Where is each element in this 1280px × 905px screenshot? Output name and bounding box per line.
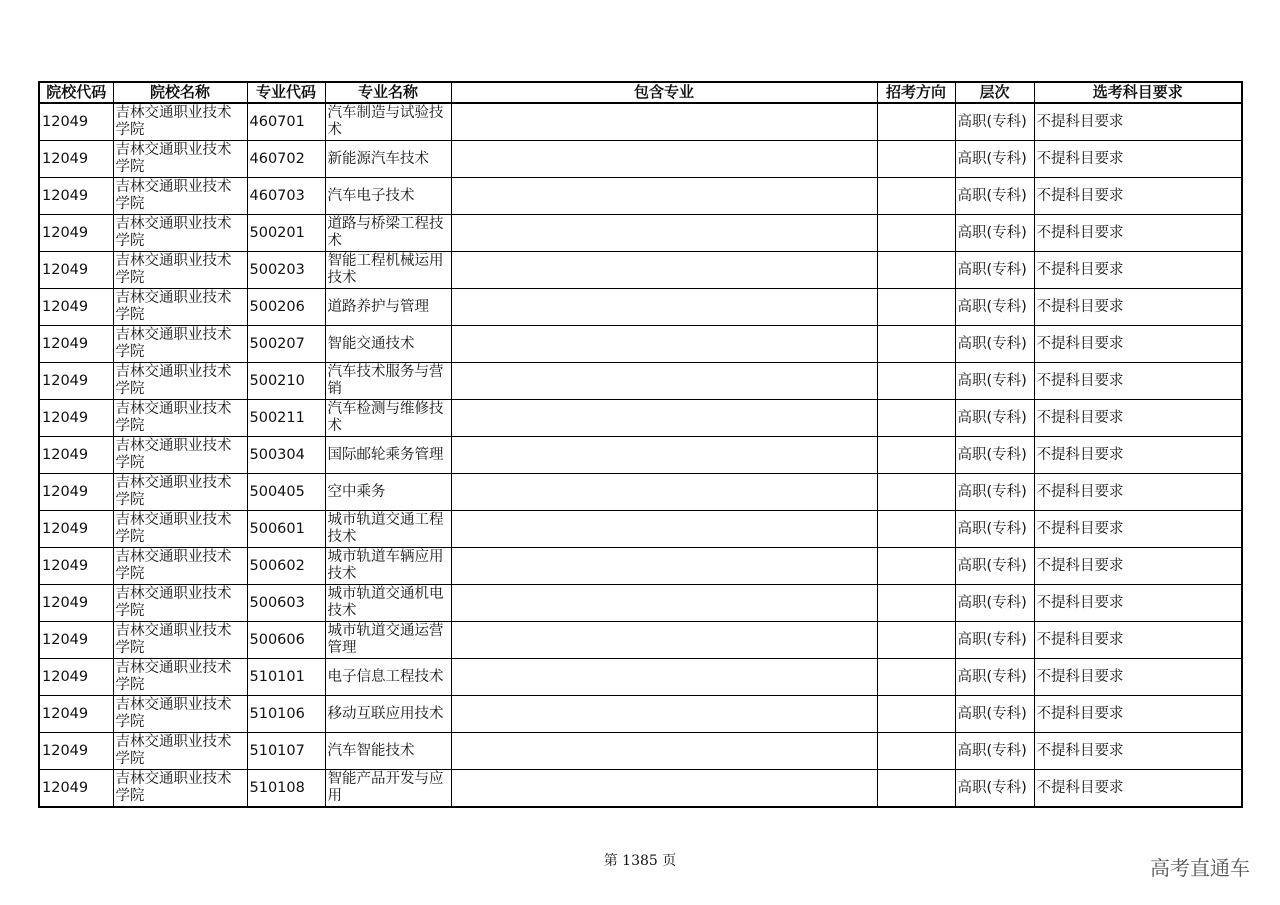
table-row: [39, 474, 1242, 511]
cell-level: 高职(专科): [955, 585, 1034, 622]
cell-direction: [877, 103, 955, 141]
header-major-name: 专业名称: [325, 82, 451, 103]
table-row: [39, 696, 1242, 733]
cell-major-name: 汽车制造与试验技术: [325, 103, 451, 141]
cell-level: 高职(专科): [955, 696, 1034, 733]
cell-included-majors: [451, 363, 877, 400]
cell-major-code: 500606: [247, 622, 325, 659]
cell-major-name: 城市轨道交通工程技术: [325, 511, 451, 548]
cell-included-majors: [451, 548, 877, 585]
cell-direction: [877, 437, 955, 474]
cell-direction: [877, 215, 955, 252]
cell-included-majors: [451, 770, 877, 808]
table-row: [39, 622, 1242, 659]
cell-subject-requirement: 不提科目要求: [1034, 659, 1242, 696]
header-school-code: 院校代码: [39, 82, 113, 103]
cell-major-code: 500603: [247, 585, 325, 622]
cell-school-code: 12049: [39, 437, 113, 474]
cell-school-code: 12049: [39, 289, 113, 326]
cell-level: 高职(专科): [955, 363, 1034, 400]
cell-included-majors: [451, 326, 877, 363]
cell-subject-requirement: 不提科目要求: [1034, 548, 1242, 585]
cell-level: 高职(专科): [955, 733, 1034, 770]
cell-major-name: 汽车技术服务与营销: [325, 363, 451, 400]
table-row: [39, 363, 1242, 400]
cell-level: 高职(专科): [955, 215, 1034, 252]
table-row: [39, 659, 1242, 696]
table-row: [39, 215, 1242, 252]
cell-direction: [877, 770, 955, 808]
cell-direction: [877, 289, 955, 326]
cell-level: 高职(专科): [955, 400, 1034, 437]
cell-subject-requirement: 不提科目要求: [1034, 363, 1242, 400]
cell-major-name: 新能源汽车技术: [325, 141, 451, 178]
cell-included-majors: [451, 659, 877, 696]
table-row: [39, 289, 1242, 326]
header-school-name: 院校名称: [113, 82, 247, 103]
cell-school-code: 12049: [39, 548, 113, 585]
cell-included-majors: [451, 215, 877, 252]
cell-major-name: 智能交通技术: [325, 326, 451, 363]
table-row: [39, 141, 1242, 178]
table-row: [39, 437, 1242, 474]
cell-major-code: 500405: [247, 474, 325, 511]
cell-direction: [877, 178, 955, 215]
cell-school-code: 12049: [39, 326, 113, 363]
cell-major-code: 460703: [247, 178, 325, 215]
cell-major-name: 汽车检测与维修技术: [325, 400, 451, 437]
cell-major-code: 510101: [247, 659, 325, 696]
cell-school-code: 12049: [39, 622, 113, 659]
cell-major-code: 460701: [247, 103, 325, 141]
cell-major-code: 500304: [247, 437, 325, 474]
cell-major-code: 510107: [247, 733, 325, 770]
cell-level: 高职(专科): [955, 770, 1034, 808]
table-row: [39, 103, 1242, 141]
cell-major-name: 电子信息工程技术: [325, 659, 451, 696]
cell-major-code: 500602: [247, 548, 325, 585]
cell-major-name: 智能产品开发与应用: [325, 770, 451, 808]
cell-subject-requirement: 不提科目要求: [1034, 289, 1242, 326]
cell-school-name: 吉林交通职业技术学院: [113, 733, 247, 770]
table-header-row: [39, 82, 1242, 103]
cell-subject-requirement: 不提科目要求: [1034, 252, 1242, 289]
cell-subject-requirement: 不提科目要求: [1034, 326, 1242, 363]
watermark-text: 高考直通车: [1150, 856, 1250, 880]
cell-subject-requirement: 不提科目要求: [1034, 622, 1242, 659]
cell-major-name: 汽车智能技术: [325, 733, 451, 770]
table-row: [39, 548, 1242, 585]
cell-included-majors: [451, 696, 877, 733]
cell-school-code: 12049: [39, 474, 113, 511]
cell-school-name: 吉林交通职业技术学院: [113, 659, 247, 696]
cell-major-code: 500211: [247, 400, 325, 437]
cell-school-code: 12049: [39, 770, 113, 808]
cell-school-name: 吉林交通职业技术学院: [113, 696, 247, 733]
cell-level: 高职(专科): [955, 103, 1034, 141]
cell-direction: [877, 659, 955, 696]
cell-school-name: 吉林交通职业技术学院: [113, 103, 247, 141]
cell-subject-requirement: 不提科目要求: [1034, 215, 1242, 252]
table-row: [39, 178, 1242, 215]
header-direction: 招考方向: [877, 82, 955, 103]
table-row: [39, 733, 1242, 770]
cell-direction: [877, 622, 955, 659]
cell-school-code: 12049: [39, 585, 113, 622]
cell-school-name: 吉林交通职业技术学院: [113, 363, 247, 400]
cell-included-majors: [451, 103, 877, 141]
cell-school-code: 12049: [39, 733, 113, 770]
admissions-table: [38, 81, 1243, 808]
cell-school-code: 12049: [39, 363, 113, 400]
cell-major-code: 500206: [247, 289, 325, 326]
cell-level: 高职(专科): [955, 511, 1034, 548]
cell-direction: [877, 696, 955, 733]
cell-school-code: 12049: [39, 400, 113, 437]
cell-major-name: 城市轨道交通机电技术: [325, 585, 451, 622]
table-row: [39, 511, 1242, 548]
cell-direction: [877, 141, 955, 178]
cell-included-majors: [451, 437, 877, 474]
cell-school-code: 12049: [39, 103, 113, 141]
cell-level: 高职(专科): [955, 622, 1034, 659]
table-row: [39, 326, 1242, 363]
cell-school-name: 吉林交通职业技术学院: [113, 474, 247, 511]
cell-subject-requirement: 不提科目要求: [1034, 103, 1242, 141]
cell-direction: [877, 548, 955, 585]
cell-included-majors: [451, 400, 877, 437]
cell-major-name: 城市轨道车辆应用技术: [325, 548, 451, 585]
cell-subject-requirement: 不提科目要求: [1034, 733, 1242, 770]
header-subject-requirement: 选考科目要求: [1034, 82, 1242, 103]
cell-major-name: 移动互联应用技术: [325, 696, 451, 733]
table-row: [39, 770, 1242, 808]
cell-level: 高职(专科): [955, 252, 1034, 289]
cell-subject-requirement: 不提科目要求: [1034, 400, 1242, 437]
cell-school-name: 吉林交通职业技术学院: [113, 178, 247, 215]
cell-major-code: 500601: [247, 511, 325, 548]
cell-major-code: 500203: [247, 252, 325, 289]
cell-school-name: 吉林交通职业技术学院: [113, 770, 247, 808]
cell-level: 高职(专科): [955, 659, 1034, 696]
cell-level: 高职(专科): [955, 474, 1034, 511]
cell-major-code: 460702: [247, 141, 325, 178]
cell-major-name: 道路养护与管理: [325, 289, 451, 326]
cell-level: 高职(专科): [955, 326, 1034, 363]
cell-major-code: 500210: [247, 363, 325, 400]
cell-school-name: 吉林交通职业技术学院: [113, 548, 247, 585]
cell-included-majors: [451, 474, 877, 511]
cell-subject-requirement: 不提科目要求: [1034, 696, 1242, 733]
table-row: [39, 400, 1242, 437]
cell-school-name: 吉林交通职业技术学院: [113, 252, 247, 289]
cell-major-code: 510108: [247, 770, 325, 808]
cell-direction: [877, 585, 955, 622]
cell-direction: [877, 326, 955, 363]
cell-school-name: 吉林交通职业技术学院: [113, 511, 247, 548]
cell-major-name: 道路与桥梁工程技术: [325, 215, 451, 252]
cell-included-majors: [451, 733, 877, 770]
cell-school-code: 12049: [39, 178, 113, 215]
cell-subject-requirement: 不提科目要求: [1034, 437, 1242, 474]
cell-level: 高职(专科): [955, 437, 1034, 474]
cell-included-majors: [451, 622, 877, 659]
cell-major-name: 国际邮轮乘务管理: [325, 437, 451, 474]
cell-major-code: 500201: [247, 215, 325, 252]
cell-school-code: 12049: [39, 215, 113, 252]
cell-subject-requirement: 不提科目要求: [1034, 770, 1242, 808]
cell-direction: [877, 400, 955, 437]
cell-school-code: 12049: [39, 696, 113, 733]
cell-school-code: 12049: [39, 141, 113, 178]
cell-included-majors: [451, 511, 877, 548]
cell-school-code: 12049: [39, 252, 113, 289]
cell-school-name: 吉林交通职业技术学院: [113, 215, 247, 252]
cell-level: 高职(专科): [955, 548, 1034, 585]
table-body: [39, 103, 1242, 807]
cell-major-code: 510106: [247, 696, 325, 733]
cell-school-name: 吉林交通职业技术学院: [113, 622, 247, 659]
cell-major-name: 城市轨道交通运营管理: [325, 622, 451, 659]
header-level: 层次: [955, 82, 1034, 103]
cell-included-majors: [451, 289, 877, 326]
cell-included-majors: [451, 252, 877, 289]
cell-school-code: 12049: [39, 659, 113, 696]
cell-school-name: 吉林交通职业技术学院: [113, 400, 247, 437]
cell-direction: [877, 733, 955, 770]
cell-included-majors: [451, 585, 877, 622]
cell-major-name: 汽车电子技术: [325, 178, 451, 215]
table-row: [39, 585, 1242, 622]
table-row: [39, 252, 1242, 289]
cell-major-name: 智能工程机械运用技术: [325, 252, 451, 289]
cell-school-name: 吉林交通职业技术学院: [113, 326, 247, 363]
cell-school-name: 吉林交通职业技术学院: [113, 437, 247, 474]
cell-direction: [877, 363, 955, 400]
header-major-code: 专业代码: [247, 82, 325, 103]
cell-school-code: 12049: [39, 511, 113, 548]
cell-subject-requirement: 不提科目要求: [1034, 474, 1242, 511]
cell-included-majors: [451, 178, 877, 215]
cell-school-name: 吉林交通职业技术学院: [113, 289, 247, 326]
cell-school-name: 吉林交通职业技术学院: [113, 141, 247, 178]
cell-subject-requirement: 不提科目要求: [1034, 141, 1242, 178]
cell-major-name: 空中乘务: [325, 474, 451, 511]
cell-subject-requirement: 不提科目要求: [1034, 585, 1242, 622]
cell-subject-requirement: 不提科目要求: [1034, 178, 1242, 215]
cell-major-code: 500207: [247, 326, 325, 363]
cell-school-name: 吉林交通职业技术学院: [113, 585, 247, 622]
cell-direction: [877, 252, 955, 289]
cell-direction: [877, 511, 955, 548]
cell-included-majors: [451, 141, 877, 178]
header-included-majors: 包含专业: [451, 82, 877, 103]
cell-level: 高职(专科): [955, 289, 1034, 326]
page-number: 第 1385 页: [603, 853, 677, 869]
cell-level: 高职(专科): [955, 141, 1034, 178]
cell-subject-requirement: 不提科目要求: [1034, 511, 1242, 548]
cell-level: 高职(专科): [955, 178, 1034, 215]
cell-direction: [877, 474, 955, 511]
